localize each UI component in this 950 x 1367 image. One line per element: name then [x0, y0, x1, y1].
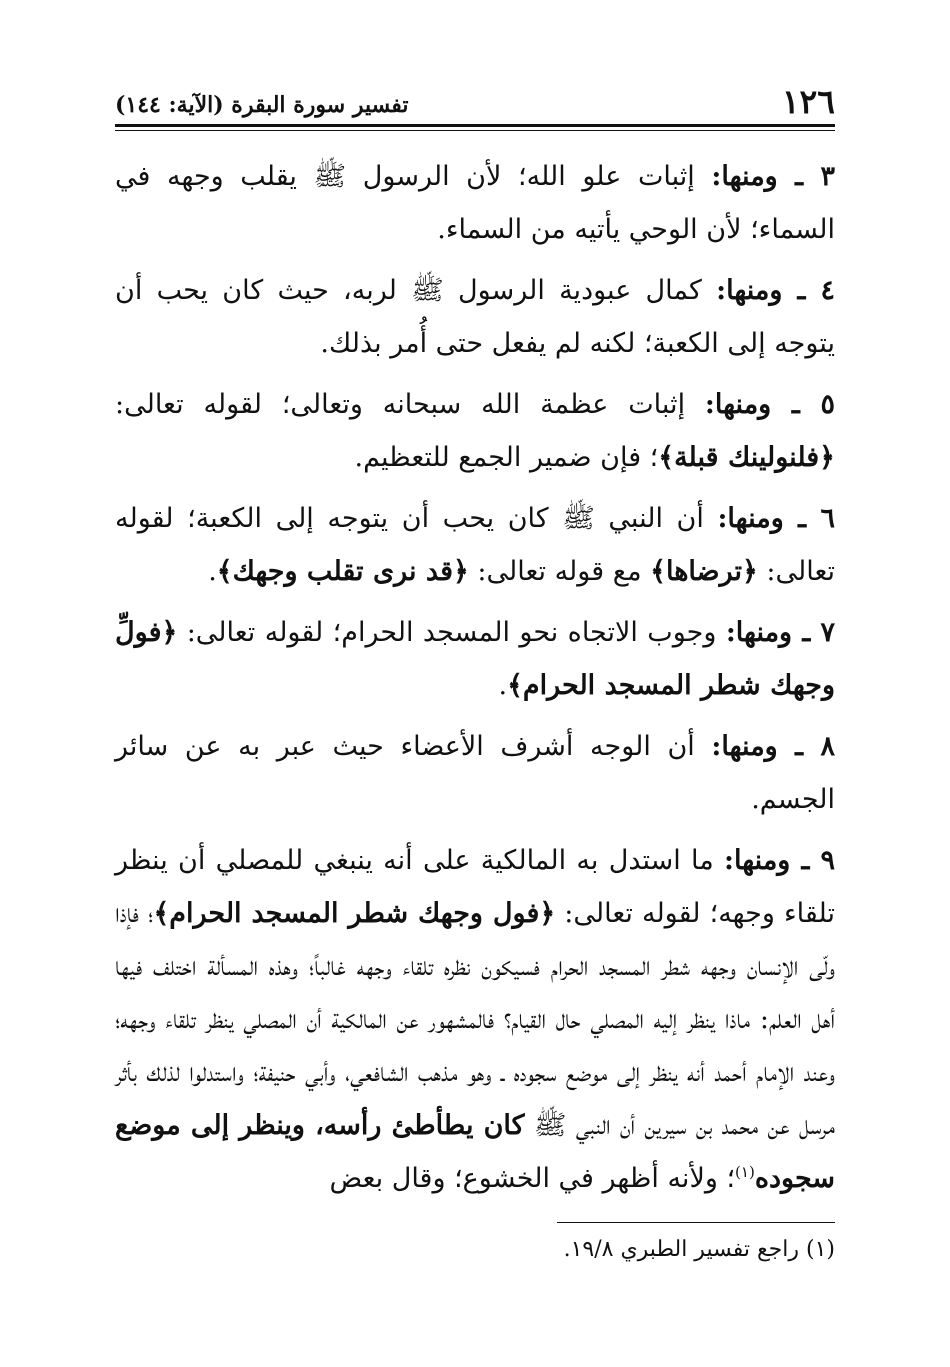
header-rule-thin — [115, 130, 835, 131]
paragraph-lead: ومنها: — [716, 275, 783, 306]
quran-verse: ﴿فولِّ وجهك شطر المسجد الحرام﴾ — [115, 617, 835, 701]
paragraph-lead: ومنها: — [704, 389, 772, 420]
footnote-rule — [557, 1222, 835, 1223]
paragraph-tail: ؛ ولأنه أظهر في الخشوع؛ وقال بعض — [329, 1163, 736, 1194]
paragraph-7 — [115, 606, 835, 712]
paragraph-text: كمال عبودية الرسول ﷺ لربه، حيث كان يحب أن يتوجه إلى الكعبة؛ لكنه لم يفعل حتى أُمر بذلك. — [115, 275, 835, 359]
paragraph-lead: ومنها: — [725, 617, 793, 648]
page-header — [115, 82, 835, 124]
paragraph-lead: ومنها: — [711, 731, 778, 762]
paragraph-number: ٤ ـ — [782, 275, 835, 306]
paragraph-number: ٧ ـ — [792, 617, 835, 648]
paragraph-4 — [115, 264, 835, 370]
paragraph-lead: ومنها: — [724, 845, 791, 876]
running-title: تفسير سورة البقرة (الآية: ١٤٤) — [115, 92, 409, 118]
paragraph-9 — [115, 834, 835, 1205]
paragraph-text: إثبات علو الله؛ لأن الرسول ﷺ يقلب وجهه في السماء؛ لأن الوحي يأتيه من السماء. — [115, 161, 835, 245]
paragraph-3 — [115, 150, 835, 256]
paragraph-number: ٣ ـ — [777, 161, 835, 192]
paragraph-lead: ومنها: — [711, 161, 778, 192]
paragraph-tail: . — [498, 670, 508, 701]
main-text — [115, 150, 835, 1213]
quran-verse: ﴿ترضاها﴾ — [650, 556, 758, 587]
paragraph-tail: ؛ فإن ضمير الجمع للتعظيم. — [354, 442, 659, 473]
paragraph-text: إثبات عظمة الله سبحانه وتعالى؛ لقوله تعالى: — [115, 389, 705, 420]
paragraph-text: ما استدل به المالكية على أنه ينبغي للمصلي أن ينظر تلقاء وجهه؛ لقوله تعالى: — [115, 845, 836, 929]
footnote: (١) راجع تفسير الطبري ١٩/٨. — [563, 1237, 835, 1262]
paragraph-number: ٦ ـ — [783, 503, 836, 534]
paragraph-text: وجوب الاتجاه نحو المسجد الحرام؛ لقوله تعالى: — [177, 617, 726, 648]
paragraph-number: ٨ ـ — [777, 731, 835, 762]
paragraph-6 — [115, 492, 835, 598]
quran-verse: ﴿فول وجهك شطر المسجد الحرام﴾ — [153, 898, 556, 929]
footnote-reference[interactable]: (١) — [735, 1163, 755, 1181]
page-number: ١٢٦ — [781, 82, 835, 121]
header-rule-thick — [115, 124, 835, 127]
paragraph-text: أن الوجه أشرف الأعضاء حيث عبر به عن سائر الجسم. — [115, 731, 835, 815]
paragraph-mid: مع قوله تعالى: — [468, 556, 651, 587]
paragraph-number: ٩ ـ — [790, 845, 835, 876]
paragraph-5 — [115, 378, 835, 484]
paragraph-8 — [115, 720, 835, 826]
paragraph-text: أن النبي ﷺ كان يحب أن يتوجه إلى الكعبة؛ لقوله تعالى: — [115, 503, 835, 587]
paragraph-tail: . — [208, 556, 217, 587]
paragraph-mid: ؛ فإذا ولّى الإنسان وجهه شطر المسجد الحرام فسيكون نظره تلقاء وجهه غالباً؛ وهذه المسألة اختلف فيها أهل العلم: ماذا ينظر إليه المصلي حال القيام؟ فالمشهور عن المالكية أن المصلي ينظر تلقاء وجهه؛ وعند الإمام أحمد أنه ينظر إلى موضع سجوده ـ وهو مذهب الشافعي، وأبي حنيفة؛ واستدلوا لذلك بأثر مرسل عن محمد بن سيرين أن النبي ﷺ — [115, 898, 835, 1141]
quran-verse: ﴿فلنولينك قبلة﴾ — [658, 442, 835, 473]
hadith-quote: كان يطأطئ رأسه، وينظر إلى موضع سجوده — [115, 1110, 835, 1194]
paragraph-number: ٥ ـ — [771, 389, 835, 420]
paragraph-lead: ومنها: — [717, 503, 784, 534]
quran-verse: ﴿قد نرى تقلب وجهك﴾ — [216, 556, 469, 587]
